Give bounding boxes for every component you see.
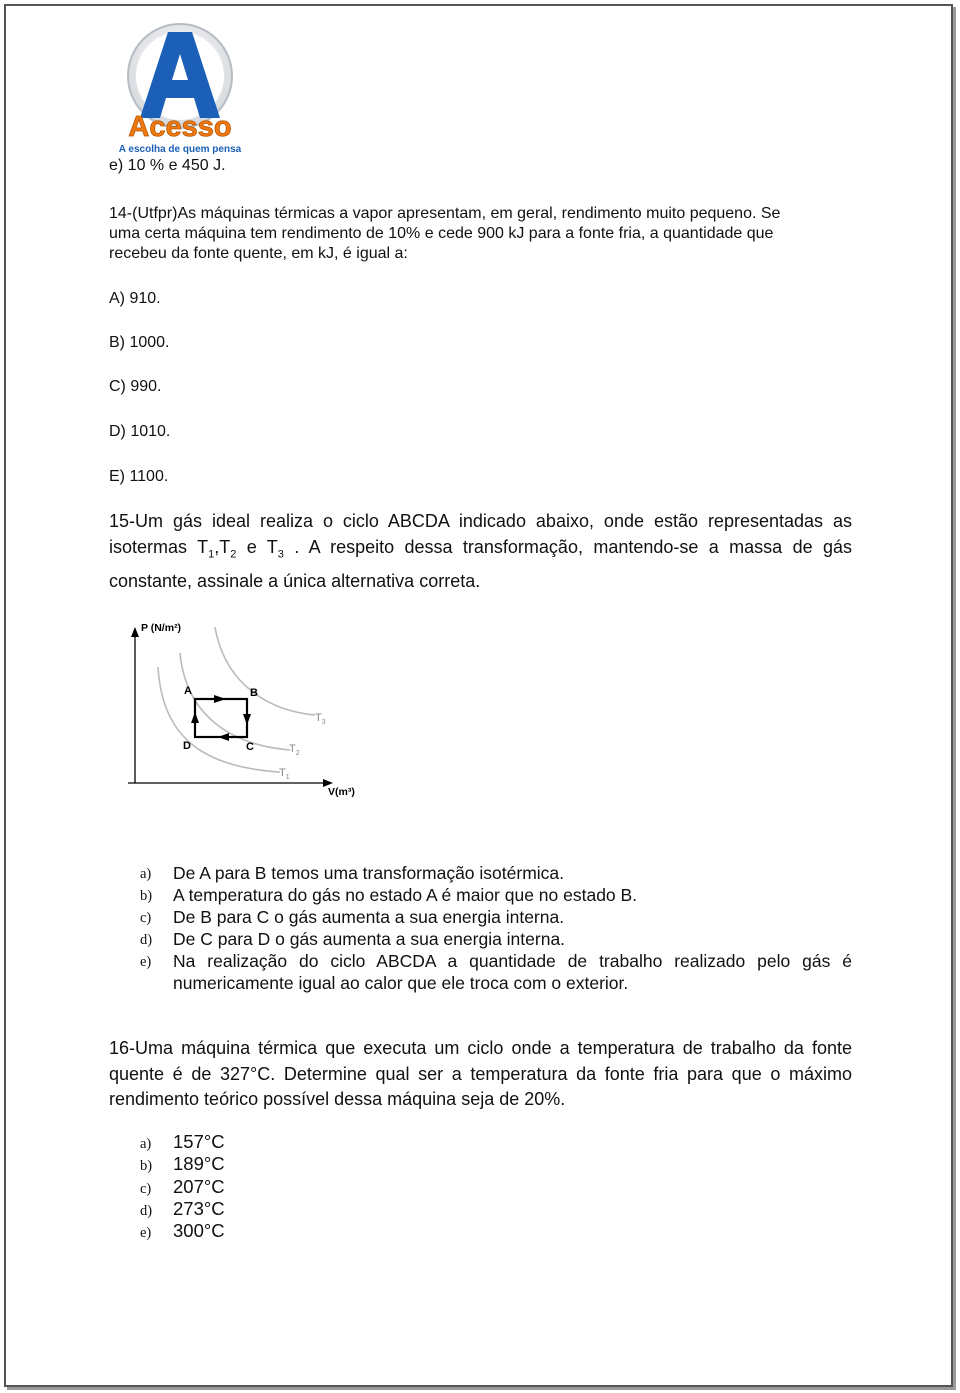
point-c-label: C	[246, 741, 254, 753]
previous-answer: e) 10 % e 450 J.	[109, 157, 226, 174]
isotherm-t3	[215, 627, 315, 715]
isotherm-t3-label: $T_3$	[315, 712, 326, 726]
x-axis-label: V(m³)	[328, 786, 355, 798]
q14-stem-line3: recebeu da fonte quente, em kJ, é igual a:	[109, 245, 408, 262]
q15-option-e: e) Na realização do ciclo ABCDA a quantidade de trabalho realizado pelo gás é numericamente igual ao calor que ele troca com o exterior.	[140, 951, 852, 993]
q16-stem: 16-Uma máquina térmica que executa um ciclo onde a temperatura de trabalho da fonte quente é de 327°C. Determine qual ser a temperatura da fonte fria para que o máximo rendimento teórico possível dessa máquina seja de 20%.	[109, 1038, 852, 1109]
q16-option-b: b) 189°C	[140, 1153, 225, 1175]
q16-option-a: a) 157°C	[140, 1131, 225, 1152]
arrow-b-c	[243, 714, 251, 725]
q14-option-d: D) 1010.	[109, 423, 171, 440]
logo-tagline: A escolha de quem pensa	[118, 144, 242, 155]
isotherm-t2	[180, 653, 290, 750]
q15-option-c: c) De B para C o gás aumenta a sua energia interna.	[140, 907, 565, 927]
q14-option-a: A) 910.	[109, 290, 161, 307]
pv-diagram	[120, 615, 380, 810]
q16-options	[140, 1131, 225, 1242]
y-axis-arrow	[131, 627, 139, 637]
q16-option-e: e) 300°C	[140, 1220, 225, 1242]
point-d-label: D	[183, 740, 191, 752]
q15-option-d: d) De C para D o gás aumenta a sua energia interna.	[140, 929, 566, 949]
q15-option-b: b) A temperatura do gás no estado A é maior que no estado B.	[140, 885, 638, 905]
q15-options	[140, 862, 852, 994]
isotherm-t2-label: $T_2$	[289, 743, 300, 757]
y-axis-label: P (N/m²)	[141, 622, 182, 634]
arrow-c-d	[218, 733, 229, 741]
q15-option-a: a) De A para B temos uma transformação isotérmica.	[140, 863, 564, 883]
q14-stem-line1: 14-(Utfpr)As máquinas térmicas a vapor apresentam, em geral, rendimento muito pequeno. Se	[109, 205, 781, 222]
acesso-logo	[108, 18, 250, 158]
isotherm-t1-label: $T_1$	[279, 767, 290, 781]
q16-option-d: d) 273°C	[140, 1197, 225, 1219]
point-b-label: B	[250, 687, 258, 699]
isotherm-t1	[158, 667, 280, 772]
q16-option-c: c) 207°C	[140, 1175, 225, 1197]
arrow-a-b	[214, 695, 226, 703]
q15-stem: 15-Um gás ideal realiza o ciclo ABCDA indicado abaixo, onde estão representadas as isotermas $T_1,T_2$ e $T_3$ . A respeito dessa transformação, mantendo-se a massa de gás constante, assinale a única alternativa correta.	[109, 511, 852, 591]
logo-brand: Acesso	[128, 111, 232, 143]
arrow-d-a	[191, 712, 199, 723]
q14-option-e: E) 1100.	[109, 468, 169, 485]
q14-option-b: B) 1000.	[109, 334, 170, 351]
q14-option-c: C) 990.	[109, 378, 162, 395]
point-a-label: A	[184, 685, 192, 697]
cycle-abcda	[195, 699, 247, 737]
q14-stem-line2: uma certa máquina tem rendimento de 10% e cede 900 kJ para a fonte fria, a quantidade que	[109, 225, 774, 242]
